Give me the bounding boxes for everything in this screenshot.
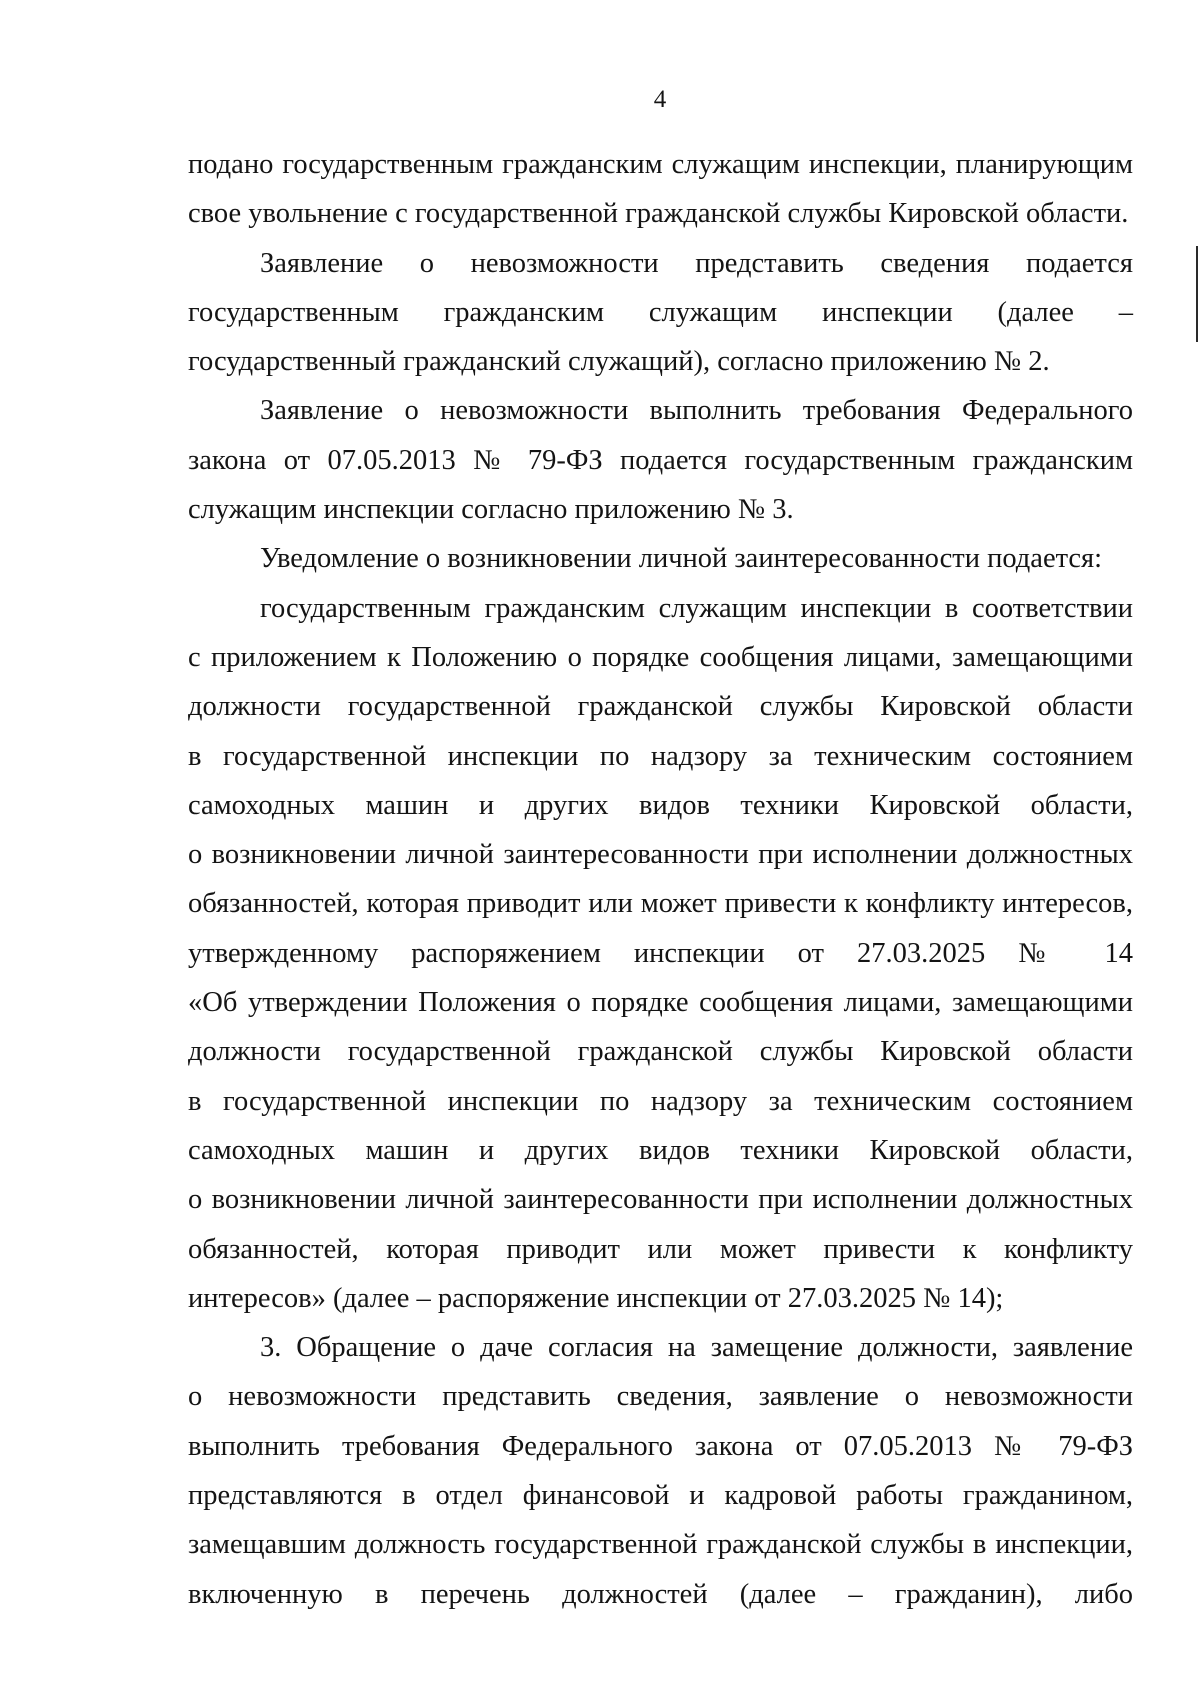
text-line: 3. Обращение о даче согласия на замещение должности, заявление: [260, 1332, 1133, 1364]
scan-edge-mark: [1196, 246, 1198, 342]
text-line: государственный гражданский служащий), согласно приложению № 2.: [188, 346, 1050, 378]
text-line: о возникновении личной заинтересованности при исполнении должностных: [188, 1184, 1133, 1216]
text-line: утвержденному распоряжением инспекции от 27.03.2025 № 14: [188, 937, 1133, 969]
text-line: должности государственной гражданской службы Кировской области: [188, 691, 1133, 723]
text-line: в государственной инспекции по надзору за техническим состоянием: [188, 740, 1133, 772]
text-line: Заявление о невозможности выполнить требования Федерального: [260, 395, 1133, 427]
text-line: Уведомление о возникновении личной заинтересованности подается:: [260, 543, 1103, 575]
text-line: о невозможности представить сведения, заявление о невозможности: [188, 1381, 1133, 1413]
text-line: выполнить требования Федерального закона от 07.05.2013 № 79-ФЗ: [188, 1430, 1133, 1462]
text-line: интересов» (далее – распоряжение инспекции от 27.03.2025 № 14);: [188, 1282, 1004, 1314]
text-line: служащим инспекции согласно приложению № 3.: [188, 494, 794, 526]
text-line: государственным гражданским служащим инспекции в соответствии: [260, 592, 1133, 624]
text-line: государственным гражданским служащим инспекции (далее –: [188, 296, 1133, 328]
text-line: в государственной инспекции по надзору за техническим состоянием: [188, 1085, 1133, 1117]
text-line: свое увольнение с государственной гражданской службы Кировской области.: [188, 198, 1129, 230]
text-line: включенную в перечень должностей (далее – гражданин), либо: [188, 1578, 1133, 1610]
text-line: обязанностей, которая приводит или может привести к конфликту: [188, 1233, 1133, 1265]
text-line: подано государственным гражданским служащим инспекции, планирующим: [188, 149, 1133, 180]
text-line: представляются в отдел финансовой и кадровой работы гражданином,: [188, 1480, 1133, 1512]
text-line: о возникновении личной заинтересованности при исполнении должностных: [188, 839, 1133, 871]
text-line: «Об утверждении Положения о порядке сообщения лицами, замещающими: [188, 987, 1133, 1019]
text-line: закона от 07.05.2013 № 79-ФЗ подается государственным гражданским: [188, 444, 1133, 476]
text-line: замещавшим должность государственной гражданской службы в инспекции,: [188, 1529, 1133, 1561]
text-line: Заявление о невозможности представить сведения подается: [260, 247, 1133, 279]
text-line: должности государственной гражданской службы Кировской области: [188, 1036, 1133, 1068]
text-line: самоходных машин и других видов техники Кировской области,: [188, 1134, 1133, 1166]
text-line: самоходных машин и других видов техники Кировской области,: [188, 789, 1133, 821]
text-line: с приложением к Положению о порядке сообщения лицами, замещающими: [188, 641, 1133, 673]
text-line: обязанностей, которая приводит или может привести к конфликту интересов,: [188, 888, 1133, 920]
page-number: 4: [653, 86, 667, 113]
document-body: [188, 140, 1133, 1619]
